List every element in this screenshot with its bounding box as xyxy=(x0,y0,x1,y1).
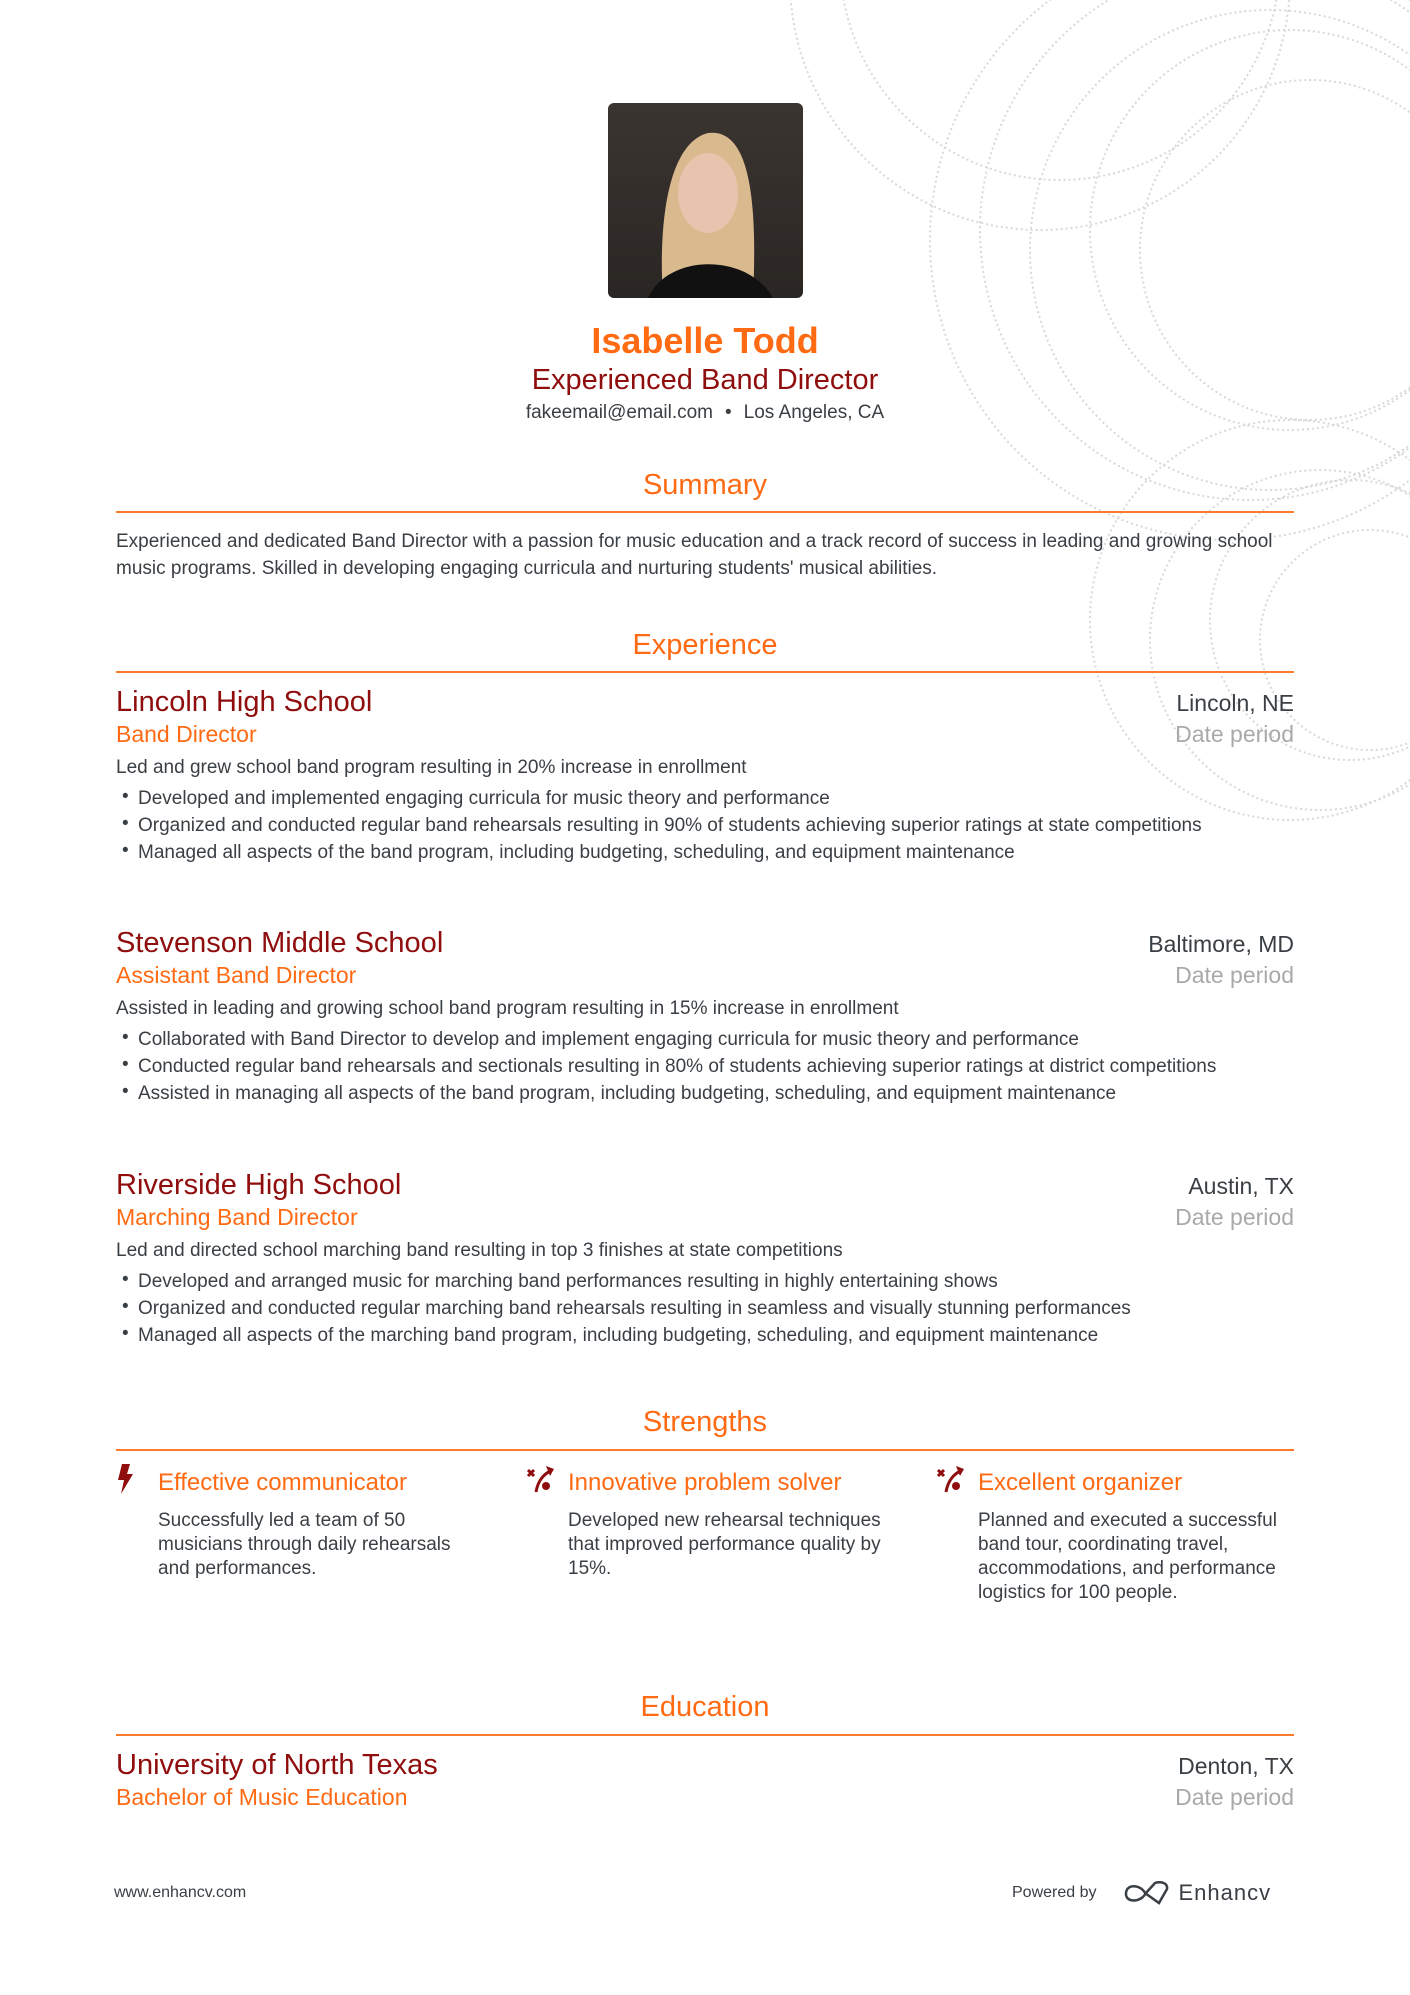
bullet: • Collaborated with Band Director to develop and implement engaging curricula for music theory and performance xyxy=(116,1026,1294,1053)
strategy-icon xyxy=(526,1464,568,1501)
education-heading: Education xyxy=(640,1691,770,1723)
strengths-heading: Strengths xyxy=(642,1406,768,1438)
job-bullets xyxy=(116,1268,1294,1349)
candidate-name: Isabelle Todd xyxy=(591,320,819,361)
lightning-icon xyxy=(116,1464,158,1501)
job-role: Band Director xyxy=(116,721,257,747)
bullet: • Organized and conducted regular marching band rehearsals resulting in seamless and visually stunning performances xyxy=(116,1295,1294,1322)
strength-item xyxy=(936,1464,1296,1605)
strength-description: Planned and executed a successful band tour, coordinating travel, accommodations, and performance logistics for 100 people. xyxy=(978,1510,1277,1603)
strength-title: Innovative problem solver xyxy=(568,1468,842,1496)
location: Los Angeles, CA xyxy=(743,402,885,423)
job-location: Lincoln, NE xyxy=(1176,690,1294,716)
bullet: • Managed all aspects of the band program, including budgeting, scheduling, and equipment maintenance xyxy=(116,839,1294,866)
job-date: Date period xyxy=(1175,1204,1294,1230)
job-entry xyxy=(116,927,1294,1107)
website-link[interactable]: www.enhancv.com xyxy=(114,1884,247,1901)
bullet: • Developed and arranged music for marching band performances resulting in highly entertaining shows xyxy=(116,1268,1294,1295)
separator-dot: • xyxy=(725,402,732,423)
bullet: • Conducted regular band rehearsals and sectionals resulting in 80% of students achieving superior ratings at district competitions xyxy=(116,1053,1294,1080)
bullet: • Organized and conducted regular band rehearsals resulting in 90% of students achieving superior ratings at state competitions xyxy=(116,812,1294,839)
job-entry xyxy=(116,1169,1294,1349)
company: Stevenson Middle School xyxy=(116,927,444,959)
brand-name: Enhancv xyxy=(1178,1880,1272,1905)
strength-title: Effective communicator xyxy=(158,1468,407,1496)
company: Riverside High School xyxy=(116,1169,402,1201)
strength-item xyxy=(116,1464,476,1581)
divider xyxy=(116,511,1294,513)
job-location: Austin, TX xyxy=(1188,1173,1294,1199)
divider xyxy=(116,1449,1294,1451)
strength-title: Excellent organizer xyxy=(978,1468,1183,1496)
job-entry xyxy=(116,686,1294,866)
job-location: Baltimore, MD xyxy=(1148,931,1294,957)
experience-heading: Experience xyxy=(632,629,778,661)
powered-by[interactable] xyxy=(1012,1880,1271,1906)
bullet: • Managed all aspects of the marching band program, including budgeting, scheduling, and equipment maintenance xyxy=(116,1322,1294,1349)
profile-photo xyxy=(608,103,803,298)
summary-heading: Summary xyxy=(642,469,768,501)
strategy-icon xyxy=(936,1464,978,1501)
strength-description: Successfully led a team of 50 musicians through daily rehearsals and performances. xyxy=(158,1510,451,1579)
education-location: Denton, TX xyxy=(1178,1753,1294,1779)
bullet: • Assisted in managing all aspects of the band program, including budgeting, scheduling, and equipment maintenance xyxy=(116,1080,1294,1107)
education-entry xyxy=(116,1749,1294,1811)
powered-by-label: Powered by xyxy=(1012,1884,1097,1901)
job-description: Assisted in leading and growing school band program resulting in 15% increase in enrollment xyxy=(116,998,899,1019)
divider xyxy=(116,671,1294,673)
degree: Bachelor of Music Education xyxy=(116,1784,408,1810)
job-bullets xyxy=(116,1026,1294,1107)
job-description: Led and directed school marching band resulting in top 3 finishes at state competitions xyxy=(116,1240,843,1261)
job-role: Marching Band Director xyxy=(116,1204,358,1230)
education-date: Date period xyxy=(1175,1784,1294,1810)
portrait-image xyxy=(608,103,803,298)
bullet: • Developed and implemented engaging curricula for music theory and performance xyxy=(116,785,1294,812)
candidate-title: Experienced Band Director xyxy=(531,364,879,396)
job-date: Date period xyxy=(1175,962,1294,988)
strength-description: Developed new rehearsal techniques that improved performance quality by 15%. xyxy=(568,1510,881,1579)
company: Lincoln High School xyxy=(116,686,373,718)
summary-text: Experienced and dedicated Band Director with a passion for music education and a track record of success in leading and growing school music programs. Skilled in developing engaging curricula and nurturing students' musical abilities. xyxy=(116,531,1273,579)
job-bullets xyxy=(116,785,1294,866)
divider xyxy=(116,1734,1294,1736)
school: University of North Texas xyxy=(116,1749,438,1781)
email[interactable]: fakeemail@email.com xyxy=(525,402,714,423)
job-date: Date period xyxy=(1175,721,1294,747)
job-description: Led and grew school band program resulting in 20% increase in enrollment xyxy=(116,757,747,778)
contact-line xyxy=(116,402,1294,424)
strength-item xyxy=(526,1464,886,1581)
job-role: Assistant Band Director xyxy=(116,962,357,988)
enhancv-logo-icon xyxy=(1123,1881,1171,1905)
